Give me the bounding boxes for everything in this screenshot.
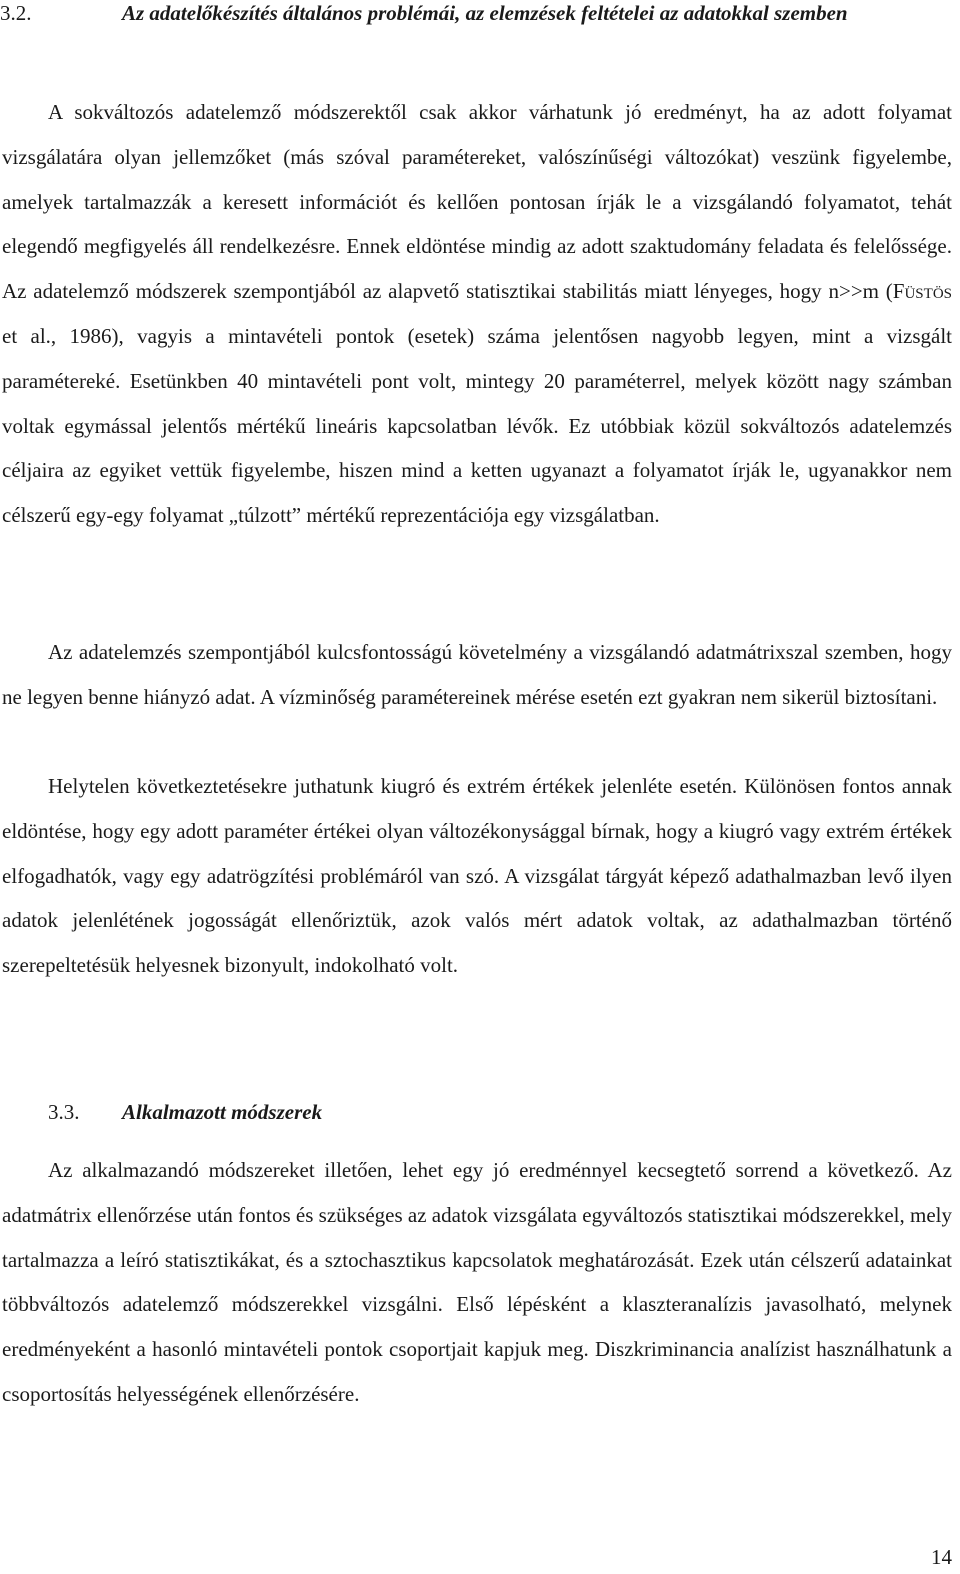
section-title: Alkalmazott módszerek xyxy=(122,1100,323,1124)
section-heading-3-3 xyxy=(0,1090,960,1134)
page-number: 14 xyxy=(931,1545,952,1569)
paragraph-text: et al., 1986), vagyis a mintavételi pontok (esetek) száma jelentősen nagyobb legyen, mint a vizsgált paramétereké. Esetünkben 40 mintavételi pont volt, mintegy 20 paraméterrel, melyek között nagy számban voltak egymással jelentős mértékű lineáris kapcsolatban lévők. Ez utóbbiak közül sokváltozós adatelemzés céljaira az egyiket vettük figyelembe, hiszen mind a ketten ugyanazt a folyamatot írják le, ugyanakkor nem célszerű egy-egy folyamat „túlzott” mértékű reprezentációja egy vizsgálatban. xyxy=(2,323,952,528)
paragraph-missing-data: Az adatelemzés szempontjából kulcsfontosságú követelmény a vizsgálandó adatmátrixszal szemben, hogy ne legyen benne hiányzó adat. A vízminőség paramétereinek mérése esetén ezt gyakran nem sikerül biztosítani. xyxy=(2,640,952,709)
paragraph-text: A sokváltozós adatelemző módszerektől csak akkor várhatunk jó eredményt, ha az adott folyamat vizsgálatára olyan jellemzőket (más szóval paramétereket, valószínűségi változókat) veszünk figyelembe, amelyek tartalmazzák a keresett információt és kellően pontosan írják le a vizsgálandó folyamatot, tehát elegendő megfigyelés áll rendelkezésre. Ennek eldöntése mindig az adott szaktudomány feladata és felelőssége. Az adatelemző módszerek szempontjából az alapvető statisztikai stabilitás miatt lényeges, hogy n>>m ( xyxy=(2,100,952,304)
section-number: 3.3. xyxy=(48,1100,80,1124)
paragraph-outliers: Helytelen következtetésekre juthatunk kiugró és extrém értékek jelenléte esetén. Különösen fontos annak eldöntése, hogy egy adott paraméter értékei olyan változékonysággal bírnak, hogy a kiugró vagy extrém értékek elfogadhatók, vagy egy adatrögzítési problémáról van szó. A vizsgálat tárgyát képező adathalmazban levő ilyen adatok jelenlétének jogosságát ellenőriztük, azok valós mért adatok voltak, az adathalmazban történő szerepeltetésük helyesnek bizonyult, indokolható volt. xyxy=(2,774,952,978)
paragraph-methods: Az alkalmazandó módszereket illetően, lehet egy jó eredménnyel kecsegtető sorrend a következő. Az adatmátrix ellenőrzése után fontos és szükséges az adatok vizsgálata egyváltozós statisztikai módszerekkel, mely tartalmazza a leíró statisztikákat, és a sztochasztikus kapcsolatok meghatározását. Ezek után célszerű adatainkat többváltozós adatelemző módszerekkel vizsgálni. Első lépésként a klaszteranalízis javasolható, melynek eredményeként a hasonló mintavételi pontok csoportjait kapjuk meg. Diszkriminancia analízist használhatunk a csoportosítás helyességének ellenőrzésére. xyxy=(2,1158,952,1406)
section-title: Az adatelőkészítés általános problémái, az elemzések feltételei az adatokkal szemben xyxy=(122,1,848,25)
section-number: 3.2. xyxy=(0,1,32,25)
paragraph-data-requirements xyxy=(2,90,952,538)
section-heading-3-2 xyxy=(0,0,960,35)
citation-author: Füstös xyxy=(892,279,952,304)
